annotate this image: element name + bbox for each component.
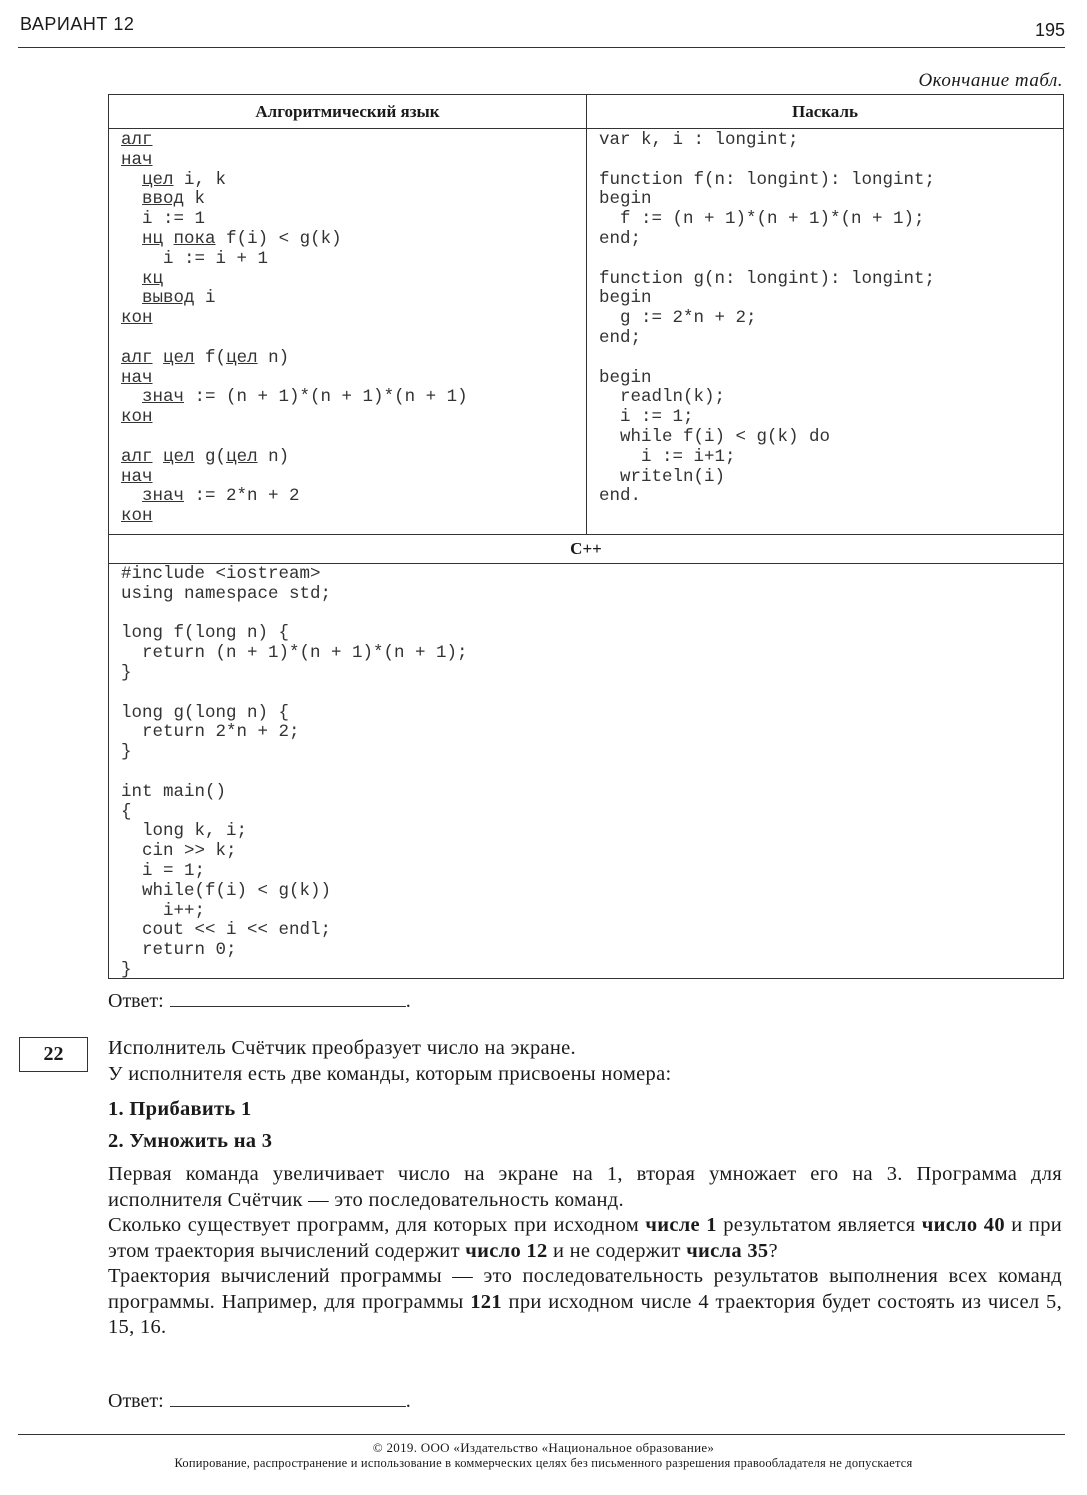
question-text: и при этом траектория вычислений содержит (108, 1214, 1063, 1262)
code-line: } (121, 959, 132, 980)
code-line: g := 2*n + 2; (599, 308, 757, 329)
task-intro-1: Исполнитель Счётчик преобразует число на экране. (108, 1037, 576, 1059)
code-line: цел i, k (142, 169, 227, 190)
question-bold: числе 1 (645, 1214, 717, 1236)
table-code-row (109, 129, 1063, 534)
answer-blank[interactable] (170, 1388, 406, 1407)
code-line: begin (599, 367, 652, 388)
code-line: алг (121, 130, 153, 150)
code-line: кц (142, 268, 164, 289)
code-line: while(f(i) < g(k)) (121, 880, 332, 901)
code-line: end. (599, 486, 642, 507)
code-line: алг цел f(цел n) (121, 347, 290, 368)
code-line: int main() (121, 781, 227, 802)
cpp-header: C++ (109, 534, 1063, 564)
code-line: function f(n: longint): longint; (599, 169, 936, 190)
code-line: } (121, 742, 132, 763)
code-line: нач (121, 149, 153, 170)
code-line: i := 1; (599, 407, 694, 428)
answer-dot: . (405, 1390, 411, 1412)
code-line: i = 1; (121, 860, 206, 881)
footer-notice: Копирование, распространение и использование в коммерческих целях без письменного разрешения правообладателя не допускается (174, 1456, 913, 1470)
code-line: знач := (n + 1)*(n + 1)*(n + 1) (142, 387, 468, 408)
code-line: long g(long n) { (121, 702, 290, 723)
task-example (108, 1264, 1062, 1341)
footer-copyright: © 2019. ООО «Издательство «Национальное образование» (372, 1440, 715, 1455)
task-22-text (108, 1036, 1062, 1341)
example-bold: 121 (470, 1290, 502, 1313)
code-line: end; (599, 228, 642, 249)
code-line: f := (n + 1)*(n + 1)*(n + 1); (599, 209, 925, 230)
code-line: using namespace std; (121, 583, 332, 604)
code-line: { (121, 801, 132, 822)
pascal-header: Паскаль (792, 102, 858, 121)
answer-line-21 (108, 988, 411, 1013)
cpp-code (109, 564, 1063, 978)
question-text: результатом является (716, 1214, 922, 1236)
code-line: return 0; (121, 940, 237, 961)
header-divider (18, 47, 1065, 48)
code-line: знач := 2*n + 2 (142, 486, 300, 507)
algo-language-header: Алгоритмический язык (109, 95, 587, 128)
code-line: нач (121, 466, 153, 487)
answer-blank[interactable] (170, 988, 406, 1007)
code-line: return (n + 1)*(n + 1)*(n + 1); (121, 643, 468, 664)
task-number-box: 22 (19, 1037, 88, 1072)
page-number: 195 (1034, 20, 1065, 40)
code-line: while f(i) < g(k) do (599, 426, 831, 447)
code-line: readln(k); (599, 387, 726, 408)
code-line: begin (599, 288, 652, 309)
answer-line-22 (108, 1388, 411, 1413)
task-intro-2: У исполнителя есть две команды, которым присвоены номера: (108, 1062, 672, 1085)
code-line: алг цел g(цел n) (121, 446, 290, 467)
example-text: при исходном числе 4 траектория будет состоять из чисел 5, 15, 16. (108, 1290, 1062, 1338)
algo-language-code (109, 129, 586, 534)
code-line: i := 1 (121, 209, 206, 230)
code-line: ввод k (142, 189, 206, 210)
code-line: long k, i; (121, 821, 248, 842)
table-header-row (109, 95, 1063, 129)
code-line: cin >> k; (121, 841, 237, 862)
command-1: 1. Прибавить 1 (108, 1098, 252, 1120)
footer-divider (18, 1434, 1065, 1435)
code-line: begin (599, 189, 652, 210)
answer-dot: . (405, 990, 411, 1012)
question-bold: число 40 (921, 1214, 1005, 1236)
code-line: кон (121, 407, 153, 428)
code-line: return 2*n + 2; (121, 722, 300, 743)
code-line: вывод i (142, 288, 216, 309)
code-line: function g(n: longint): longint; (599, 268, 936, 289)
task-question (108, 1213, 1062, 1264)
code-line: cout << i << endl; (121, 920, 332, 941)
example-text: Траектория вычислений программы — это последовательность результатов выполнения всех команд программы. Например, для программы (108, 1265, 1062, 1313)
code-line: #include <iostream> (121, 564, 321, 584)
question-text: и не содержит (547, 1239, 687, 1262)
question-bold: числа 35 (686, 1239, 769, 1262)
code-line: long f(long n) { (121, 623, 290, 644)
code-line: i := i + 1 (121, 248, 269, 269)
code-line: i := i+1; (599, 446, 736, 467)
code-line: кон (121, 308, 153, 329)
code-line: var k, i : longint; (599, 130, 799, 150)
question-text: Сколько существует программ, для которых при исходном (108, 1214, 646, 1236)
code-table (108, 94, 1064, 979)
code-line: end; (599, 327, 642, 348)
answer-label: Ответ: (108, 990, 164, 1012)
question-text: ? (768, 1239, 778, 1262)
question-bold: число 12 (465, 1239, 548, 1262)
task-paragraph-1: Первая команда увеличивает число на экране на 1, вторая умножает его на 3. Программа для исполнителя Счётчик — это последовательность команд. (108, 1163, 1062, 1211)
code-line: i++; (121, 900, 206, 921)
code-line: } (121, 662, 132, 683)
pascal-code (587, 129, 1063, 534)
code-line: нач (121, 367, 153, 388)
code-line: кон (121, 506, 153, 527)
command-2: 2. Умножить на 3 (108, 1129, 273, 1152)
code-line: writeln(i) (599, 466, 726, 487)
variant-label: ВАРИАНТ 12 (20, 14, 135, 34)
table-continuation-note: Окончание табл. (918, 70, 1063, 91)
answer-label: Ответ: (108, 1390, 164, 1412)
code-line: нц пока f(i) < g(k) (142, 228, 342, 249)
